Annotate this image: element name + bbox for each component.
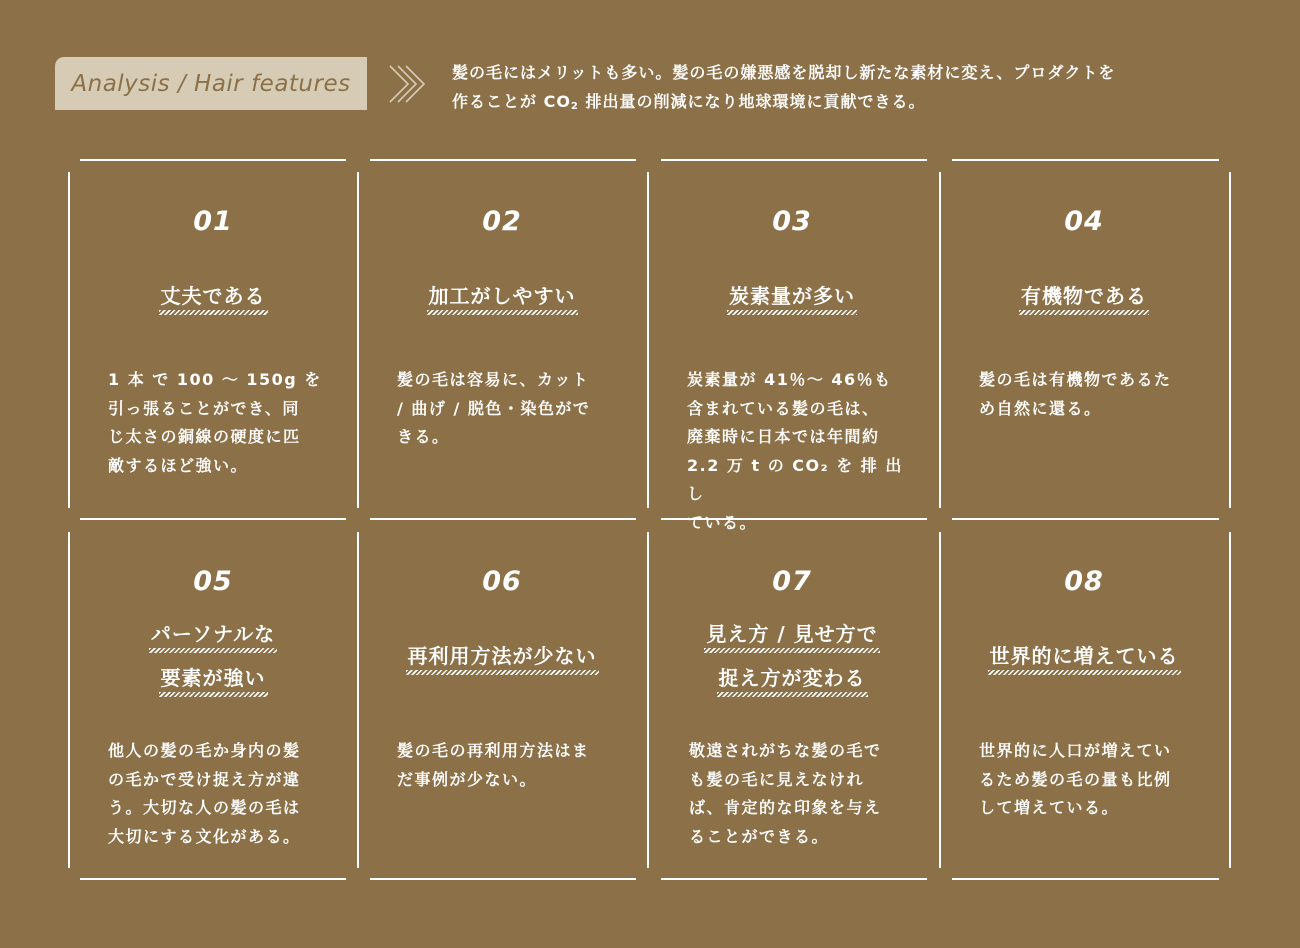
double-chevron-right-icon [388,64,430,104]
feature-number: 05 [193,566,233,597]
feature-description: 髪の毛の再利用方法はま だ事例が少ない。 [397,741,590,789]
section-tag [55,57,367,110]
feature-title: 加工がしやすい [427,284,578,315]
feature-card-06 [357,520,647,878]
feature-title: 有機物である [1019,284,1149,315]
feature-title: 炭素量が多い [727,284,857,315]
divider [1229,172,1231,508]
feature-description: 他人の髪の毛か身内の髪 の毛かで受け捉え方が違 う。大切な人の髪の毛は 大切にする文化がある。 [108,741,301,846]
feature-card-07 [647,520,937,878]
feature-card-01 [68,160,358,518]
divider [80,878,346,880]
section-tag-label: Analysis / Hair features [71,70,351,97]
feature-number: 04 [1064,206,1104,237]
feature-number: 03 [772,206,812,237]
feature-description: 世界的に人口が増えてい るため髪の毛の量も比例 して増えている。 [979,741,1172,817]
feature-description: 1 本 で 100 〜 150g を 引っ張ることができ、同 じ太さの銅線の硬度に匹 敵するほど強い。 [108,370,322,475]
feature-description: 髪の毛は容易に、カット / 曲げ / 脱色・染色がで きる。 [397,370,591,446]
feature-card-05 [68,520,358,878]
feature-title: パーソナルな [149,622,277,653]
feature-number: 07 [772,566,812,597]
divider [1229,532,1231,868]
feature-title: 見え方 / 見せ方で [704,622,879,653]
feature-title: 要素が強い [159,666,268,697]
feature-title: 再利用方法が少ない [406,644,599,675]
feature-number: 01 [193,206,233,237]
feature-description: 敬遠されがちな髪の毛で も髪の毛に見えなけれ ば、肯定的な印象を与え ることができる。 [689,741,882,846]
intro-line-1: 髪の毛にはメリットも多い。髪の毛の嫌悪感を脱却し新たな素材に変え、プロダクトを [452,63,1116,82]
feature-description: 炭素量が 41％〜 46％も 含まれている髪の毛は、 廃棄時に日本では年間約 2.2 万 t の CO₂ を 排 出 し ている。 [687,370,903,532]
feature-card-08 [939,520,1229,878]
feature-card-04 [939,160,1229,518]
feature-title: 世界的に増えている [988,644,1181,675]
feature-number: 08 [1064,566,1104,597]
feature-number: 06 [482,566,522,597]
feature-description: 髪の毛は有機物であるた め自然に還る。 [979,370,1172,418]
intro-line-2: 作ることが $CO_2$ 排出量の削減になり地球環境に貢献できる。 [452,92,926,112]
divider [952,878,1219,880]
feature-card-02 [357,160,647,518]
divider [661,878,927,880]
feature-title: 丈夫である [159,284,268,315]
feature-title: 捉え方が変わる [717,666,868,697]
divider [370,878,636,880]
intro-text [452,58,1252,121]
feature-number: 02 [482,206,522,237]
feature-card-03 [647,160,937,532]
